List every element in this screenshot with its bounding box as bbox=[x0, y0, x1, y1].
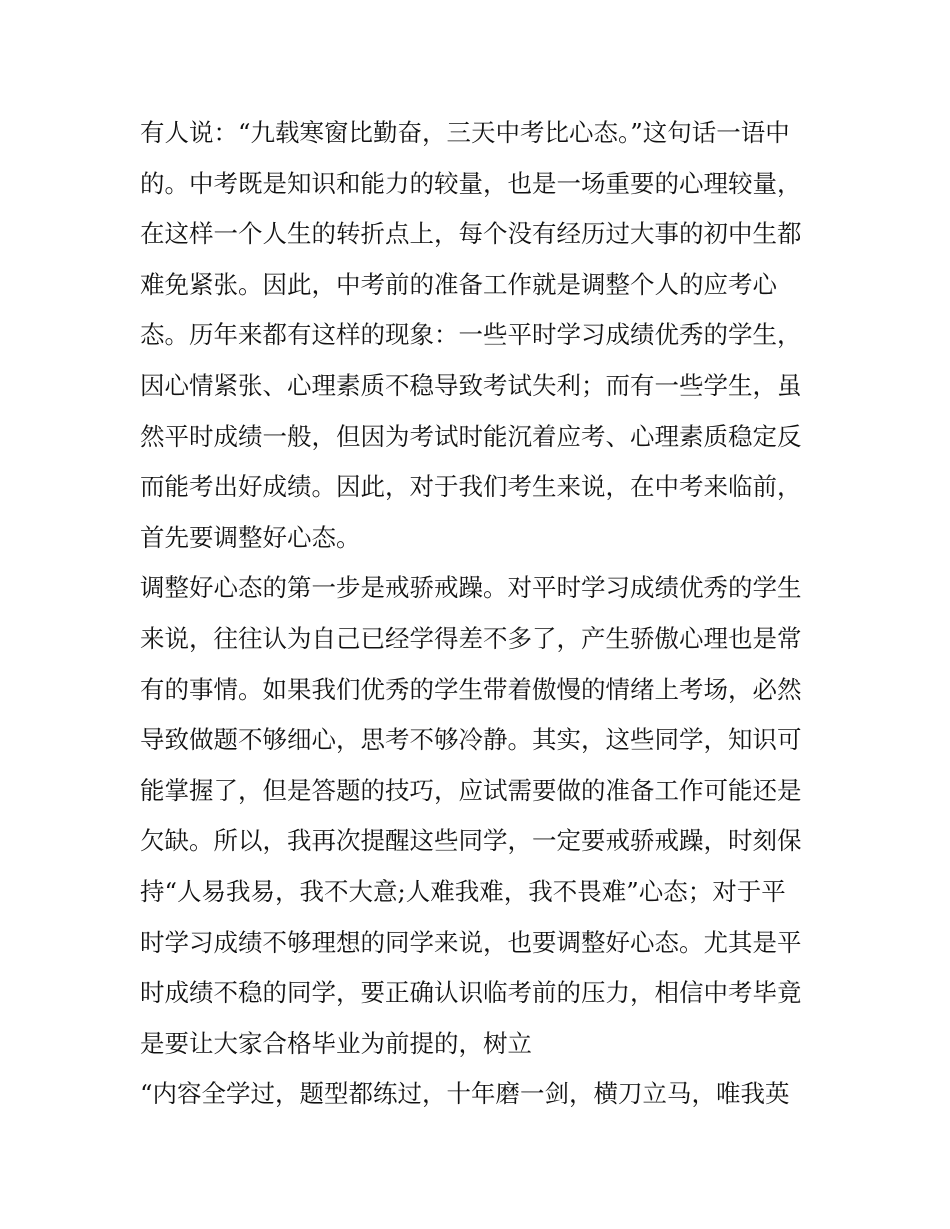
text-line-19: 是要让大家合格毕业为前提的，树立 bbox=[140, 1028, 532, 1058]
text-line-9: 首先要调整好心态。 bbox=[140, 522, 361, 552]
text-line-14: 能掌握了，但是答题的技巧，应试需要做的准备工作可能还是 bbox=[140, 775, 802, 805]
text-line-1: 有人说：“九载寒窗比勤奋，三天中考比心态。”这句话一语中 bbox=[140, 118, 790, 147]
text-line-16: 持“人易我易，我不大意;人难我难，我不畏难”心态；对于平 bbox=[140, 876, 786, 906]
text-line-10: 调整好心态的第一步是戒骄戒躁。对平时学习成绩优秀的学生 bbox=[140, 573, 802, 603]
text-line-11: 来说，往往认为自己已经学得差不多了，产生骄傲心理也是常 bbox=[140, 623, 802, 653]
text-line-8: 而能考出好成绩。因此，对于我们考生来说，在中考来临前， bbox=[140, 472, 802, 502]
text-line-13: 导致做题不够细心，思考不够冷静。其实，这些同学，知识可 bbox=[140, 725, 802, 755]
text-line-20: “内容全学过，题型都练过，十年磨一剑，横刀立马，唯我英 bbox=[140, 1079, 790, 1109]
text-line-15: 欠缺。所以，我再次提醒这些同学，一定要戒骄戒躁，时刻保 bbox=[140, 826, 802, 856]
text-line-5: 态。历年来都有这样的现象：一些平时学习成绩优秀的学生， bbox=[140, 320, 802, 350]
text-line-4: 难免紧张。因此，中考前的准备工作就是调整个人的应考心 bbox=[140, 269, 777, 299]
text-line-6: 因心情紧张、心理素质不稳导致考试失利；而有一些学生，虽 bbox=[140, 370, 802, 400]
text-line-2: 的。中考既是知识和能力的较量，也是一场重要的心理较量， bbox=[140, 168, 802, 198]
text-line-17: 时学习成绩不够理想的同学来说，也要调整好心态。尤其是平 bbox=[140, 927, 802, 957]
text-line-12: 有的事情。如果我们优秀的学生带着傲慢的情绪上考场，必然 bbox=[140, 674, 802, 704]
text-line-7: 然平时成绩一般，但因为考试时能沉着应考、心理素质稳定反 bbox=[140, 421, 802, 451]
text-line-18: 时成绩不稳的同学，要正确认识临考前的压力，相信中考毕竟 bbox=[140, 978, 802, 1008]
text-line-3: 在这样一个人生的转折点上，每个没有经历过大事的初中生都 bbox=[140, 219, 802, 249]
body-text bbox=[140, 108, 820, 1120]
